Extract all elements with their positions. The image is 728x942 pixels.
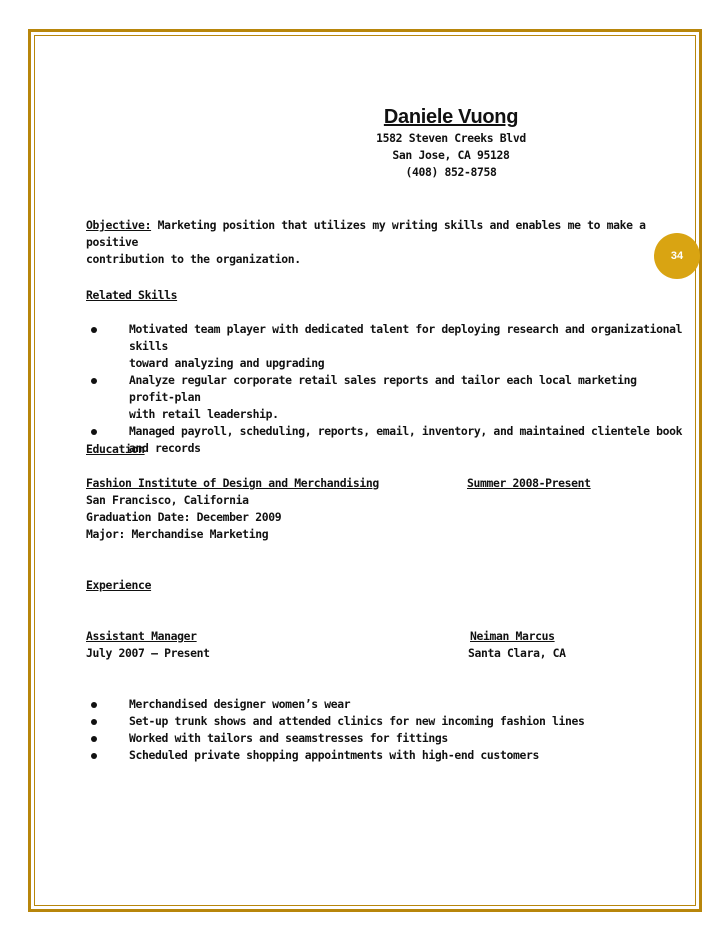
company-name: Neiman Marcus bbox=[470, 629, 555, 643]
bullet-icon bbox=[91, 378, 97, 384]
list-item: Scheduled private shopping appointments with high-end customers bbox=[86, 747, 686, 764]
job-location: Santa Clara, CA bbox=[468, 646, 566, 660]
list-item: Motivated team player with dedicated talent for deploying research and organizational skills toward analyzing and upgrading bbox=[86, 321, 686, 372]
education-dates: Summer 2008-Present bbox=[467, 476, 591, 490]
address-line-1: 1582 Steven Creeks Blvd bbox=[376, 131, 526, 145]
skills-list bbox=[86, 321, 686, 457]
objective-label: Objective: bbox=[86, 218, 152, 232]
list-item: Set-up trunk shows and attended clinics for new incoming fashion lines bbox=[86, 713, 686, 730]
experience-heading: Experience bbox=[86, 578, 152, 592]
objective-text-1: Marketing position that utilizes my writing skills and enables me to make a positive bbox=[86, 218, 646, 249]
experience-list bbox=[86, 696, 686, 764]
job-dates: July 2007 – Present bbox=[86, 646, 210, 660]
list-item: Worked with tailors and seamstresses for fittings bbox=[86, 730, 686, 747]
address-line-2: San Jose, CA 95128 bbox=[392, 148, 510, 162]
school-name: Fashion Institute of Design and Merchandising bbox=[86, 476, 379, 490]
list-item: Managed payroll, scheduling, reports, email, inventory, and maintained clientele book and records bbox=[86, 423, 686, 457]
bullet-icon bbox=[91, 327, 97, 333]
candidate-name: Daniele Vuong bbox=[383, 106, 519, 128]
bullet-icon bbox=[91, 702, 97, 708]
bullet-icon bbox=[91, 736, 97, 742]
job-title: Assistant Manager bbox=[86, 629, 197, 643]
phone-number: (408) 852-8758 bbox=[405, 165, 497, 179]
bullet-icon bbox=[91, 753, 97, 759]
page-number: 34 bbox=[670, 250, 684, 262]
objective-text-2: contribution to the organization. bbox=[86, 252, 301, 266]
bullet-icon bbox=[91, 429, 97, 435]
list-item: Merchandised designer women’s wear bbox=[86, 696, 686, 713]
education-heading: Education bbox=[86, 442, 145, 456]
bullet-icon bbox=[91, 719, 97, 725]
major: Major: Merchandise Marketing bbox=[86, 527, 269, 541]
skills-heading: Related Skills bbox=[86, 288, 178, 302]
school-location: San Francisco, California bbox=[86, 493, 249, 507]
graduation-date: Graduation Date: December 2009 bbox=[86, 510, 282, 524]
objective-section bbox=[86, 217, 686, 268]
list-item: Analyze regular corporate retail sales reports and tailor each local marketing profit-plan with retail leadership. bbox=[86, 372, 686, 423]
resume-header bbox=[326, 104, 576, 181]
